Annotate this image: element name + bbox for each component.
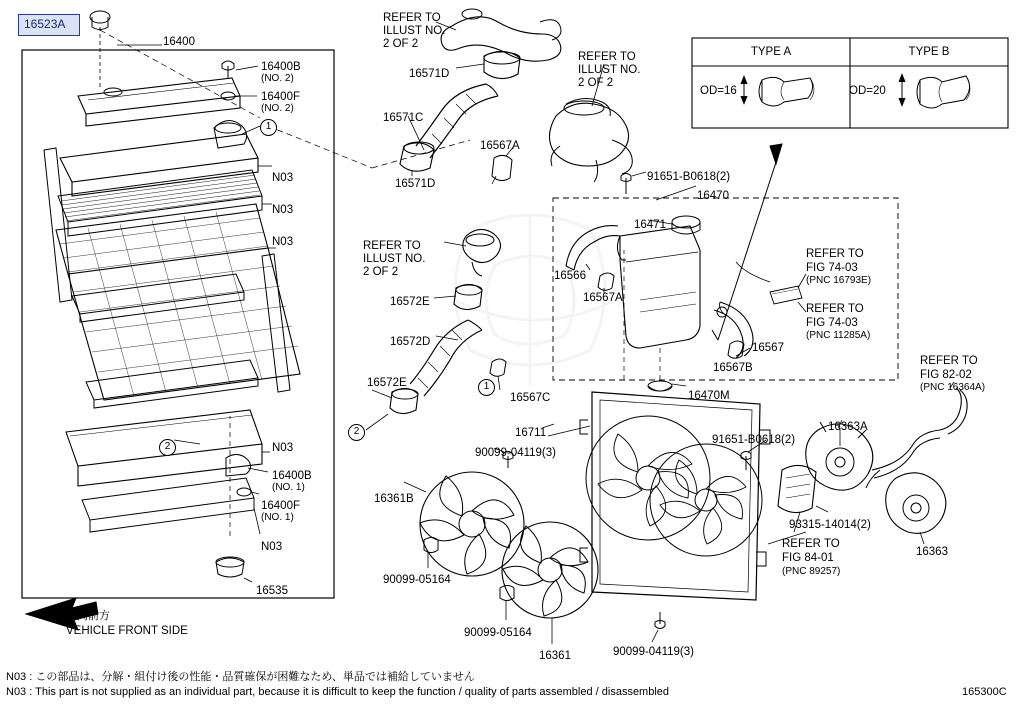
part-label-16400b: 16400B: [261, 61, 301, 73]
note-n03-en: N03 : This part is not supplied as an individual part, because it is difficult to keep the function / quality of parts assembled / disassembled: [6, 686, 670, 698]
part-label-16567: 16567: [752, 342, 784, 354]
part-label-referto: REFER TO: [806, 303, 864, 315]
part-label-no1: (NO. 1): [261, 512, 294, 523]
part-label-2of2: 2 OF 2: [578, 77, 614, 89]
part-label-fig84-01: FIG 84-01: [782, 552, 834, 564]
part-label-16400f: 16400F: [261, 91, 301, 103]
vehicle-front-label-jp: 車両前方: [66, 610, 110, 622]
circle-number: 2: [348, 424, 365, 441]
part-label-referto: REFER TO: [782, 538, 840, 550]
part-label-16566: 16566: [554, 270, 586, 282]
diagram-code: 165300C: [962, 686, 1007, 698]
part-label-16572e: 16572E: [390, 296, 430, 308]
part-label-illustno: ILLUST NO.: [363, 253, 426, 265]
part-label-16567b: 16567B: [713, 362, 753, 374]
part-label-referto: REFER TO: [578, 51, 636, 63]
part-label-90099-041193: 90099-04119(3): [613, 646, 694, 658]
part-label-16535: 16535: [256, 585, 288, 597]
part-label-16571d: 16571D: [409, 68, 450, 80]
type-b-header: TYPE B: [908, 46, 950, 58]
part-label-fig74-03: FIG 74-03: [806, 262, 858, 274]
note-n03-jp: N03 : この部品は、分解・組付け後の性能・品質確保が困難なため、単品では補給していません: [6, 671, 475, 683]
part-label-90099-05164: 90099-05164: [464, 627, 532, 639]
part-label-16470: 16470: [697, 190, 729, 202]
part-label-referto: REFER TO: [363, 240, 421, 252]
part-label-16572e: 16572E: [367, 377, 407, 389]
part-label-16571d: 16571D: [395, 178, 436, 190]
part-label-16400b: 16400B: [272, 470, 312, 482]
type-a-od-value: OD=16: [700, 85, 737, 97]
part-label-referto: REFER TO: [920, 355, 978, 367]
part-label-16363a: 16363A: [828, 421, 868, 433]
part-label-n03: N03: [272, 236, 294, 248]
part-label-n03: N03: [272, 442, 294, 454]
part-label-90099-05164: 90099-05164: [383, 574, 451, 586]
part-label-fig74-03: FIG 74-03: [806, 317, 858, 329]
type-b-od-value: OD=20: [849, 85, 886, 97]
part-label-referto: REFER TO: [383, 12, 441, 24]
part-label-no2: (NO. 2): [261, 103, 294, 114]
part-label-16363: 16363: [916, 546, 948, 558]
part-label-91651-b06182: 91651-B0618(2): [712, 434, 796, 446]
part-label-2of2: 2 OF 2: [363, 266, 399, 278]
part-label-16361: 16361: [539, 650, 571, 662]
part-label-90099-041193: 90099-04119(3): [475, 447, 556, 459]
part-label-16711: 16711: [515, 427, 547, 439]
part-label-16400f: 16400F: [261, 500, 301, 512]
part-label-n03: N03: [261, 541, 283, 553]
part-label-16567a: 16567A: [583, 292, 623, 304]
part-label-16470m: 16470M: [688, 390, 730, 402]
highlighted-part-number[interactable]: 16523A: [18, 14, 80, 36]
part-label-n03: N03: [272, 172, 294, 184]
part-label-16471: 16471: [634, 219, 666, 231]
part-label-pnc16364a: (PNC 16364A): [920, 382, 986, 393]
part-label-93315-140142: 93315-14014(2): [789, 519, 871, 531]
part-label-16567a: 16567A: [480, 140, 520, 152]
type-a-header: TYPE A: [750, 46, 792, 58]
part-label-2of2: 2 OF 2: [383, 38, 419, 50]
part-label-16567c: 16567C: [510, 392, 551, 404]
circle-number: 2: [159, 439, 176, 456]
part-label-referto: REFER TO: [806, 248, 864, 260]
part-label-pnc89257: (PNC 89257): [782, 566, 841, 577]
part-label-no2: (NO. 2): [261, 73, 294, 84]
part-label-fig82-02: FIG 82-02: [920, 369, 972, 381]
part-label-16361b: 16361B: [374, 493, 414, 505]
vehicle-front-label-en: VEHICLE FRONT SIDE: [66, 625, 188, 637]
part-label-pnc16793e: (PNC 16793E): [806, 275, 872, 286]
part-label-pnc11285a: (PNC 11285A): [806, 330, 871, 341]
part-label-illustno: ILLUST NO.: [578, 64, 641, 76]
part-label-illustno: ILLUST NO.: [383, 25, 446, 37]
circle-number: 1: [478, 379, 495, 396]
part-label-16571c: 16571C: [383, 112, 424, 124]
part-label-n03: N03: [272, 204, 294, 216]
part-label-16400: 16400: [163, 36, 195, 48]
part-label-91651-b06182: 91651-B0618(2): [647, 171, 731, 183]
circle-number: 1: [260, 119, 277, 136]
part-label-16572d: 16572D: [390, 336, 431, 348]
part-label-no1: (NO. 1): [272, 482, 305, 493]
